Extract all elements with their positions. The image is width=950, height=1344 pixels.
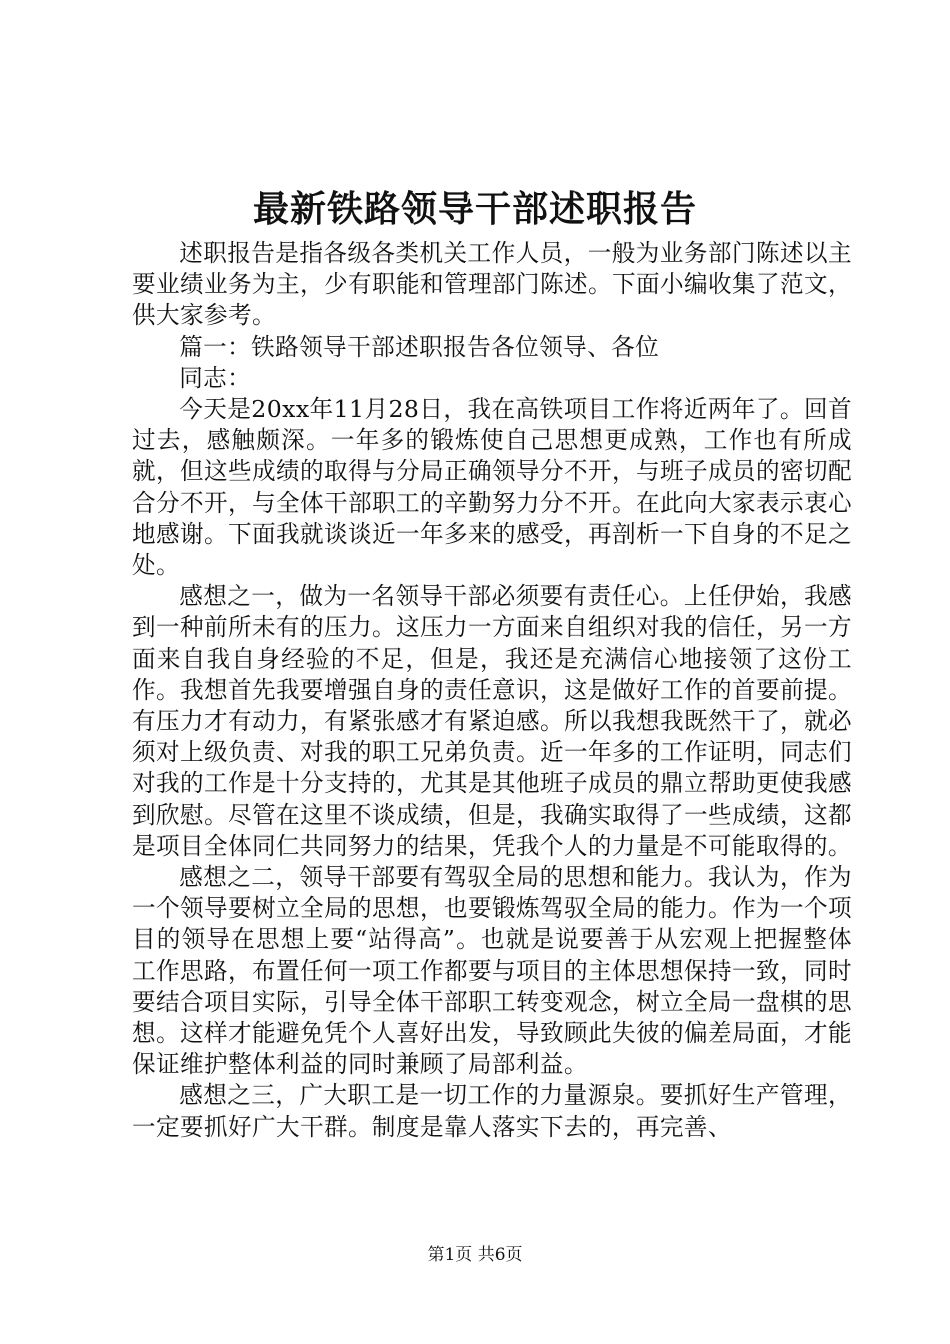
page-number-footer: 第1页 共6页 (427, 1245, 523, 1265)
paragraph-reflection-2: 感想之二，领导干部要有驾驭全局的思想和能力。我认为，作为一个领导要树立全局的思想，也要锻炼驾驭全局的能力。作为一个项目的领导在思想上要“站得高”。也就是说要善于从宏观上把握整体工作思路，布置任何一项工作都要与项目的主体思想保持一致，同时要结合项目实际，引导全体干部职工转变观念，树立全局一盘棋的思想。这样才能避免凭个人喜好出发，导致顾此失彼的偏差局面，才能保证维护整体利益的同时兼顾了局部利益。 (132, 863, 852, 1079)
paragraph-salutation: 同志： (179, 363, 252, 392)
paragraph-reflection-1: 感想之一，做为一名领导干部必须要有责任心。上任伊始，我感到一种前所未有的压力。这压力一方面来自组织对我的信任，另一方面来自我自身经验的不足，但是，我还是充满信心地接领了这份工作。我想首先我要增强自身的责任意识，这是做好工作的首要前提。有压力才有动力，有紧张感才有紧迫感。所以我想我既然干了，就必须对上级负责、对我的职工兄弟负责。近一年多的工作证明，同志们对我的工作是十分支持的，尤其是其他班子成员的鼎立帮助更使我感到欣慰。尽管在这里不谈成绩，但是，我确实取得了一些成绩，这都是项目全体同仁共同努力的结果，凭我个人的力量是不可能取得的。 (132, 582, 852, 860)
paragraph-intro: 述职报告是指各级各类机关工作人员，一般为业务部门陈述以主要业绩业务为主，少有职能和管理部门陈述。下面小编收集了范文，供大家参考。 (132, 239, 852, 330)
paragraph-opening: 今天是20xx年11月28日，我在高铁项目工作将近两年了。回首过去，感触颇深。一年多的锻炼使自己思想更成熟，工作也有所成就，但这些成绩的取得与分局正确领导分不开，与班子成员的密切配合分不开，与全体干部职工的辛勤努力分不开。在此向大家表示衷心地感谢。下面我就谈谈近一年多来的感受，再剖析一下自身的不足之处。 (132, 395, 852, 580)
paragraph-reflection-3: 感想之三，广大职工是一切工作的力量源泉。要抓好生产管理，一定要抓好广大干群。制度是靠人落实下去的，再完善、 (132, 1081, 852, 1141)
document-title: 最新铁路领导干部述职报告 (252, 188, 697, 230)
document-body (132, 238, 852, 1143)
paragraph-section-heading: 篇一：铁路领导干部述职报告各位领导、各位 (179, 332, 660, 361)
